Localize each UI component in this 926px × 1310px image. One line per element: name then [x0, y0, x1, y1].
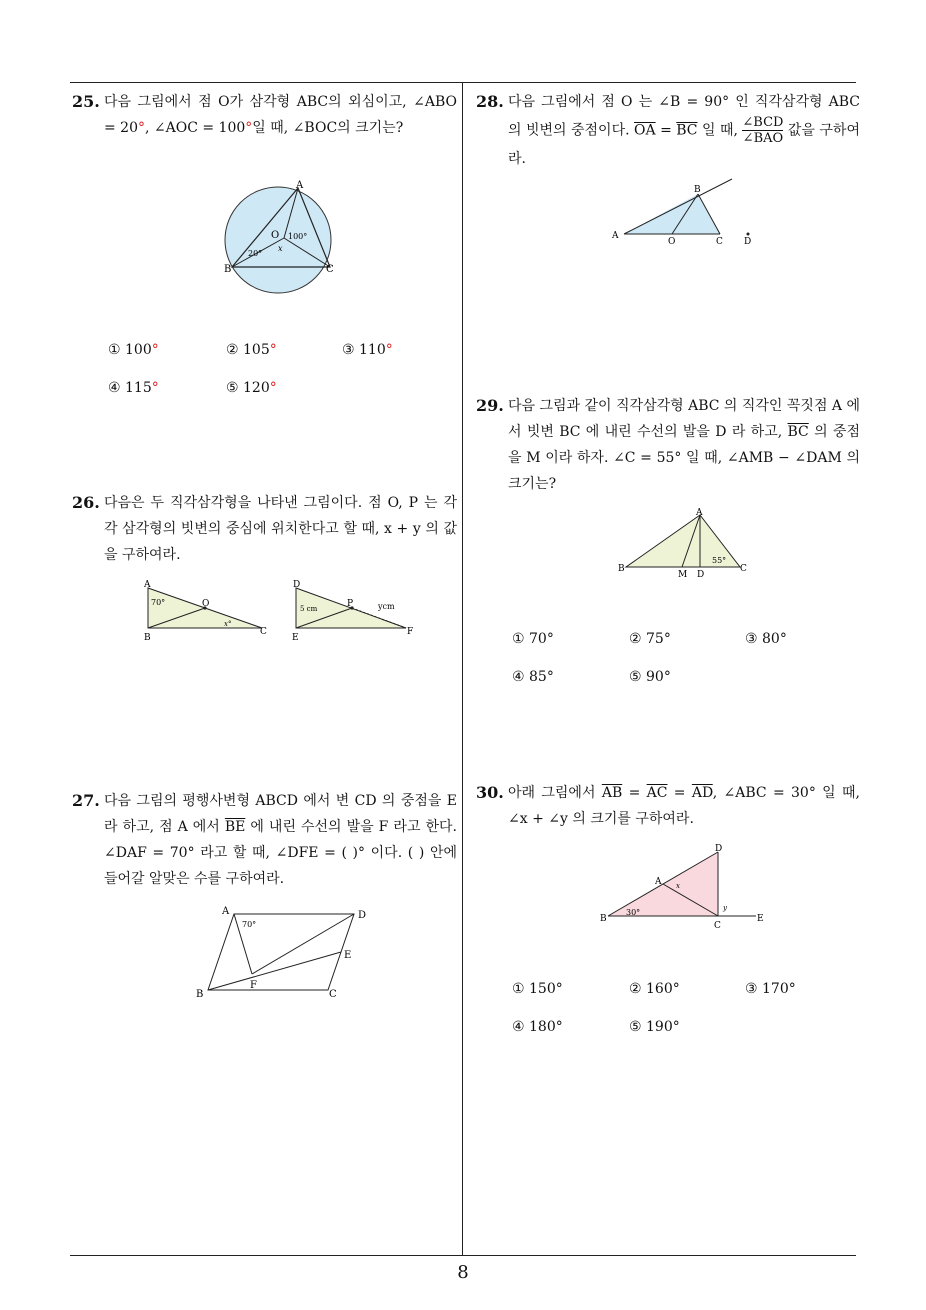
label-angle-20: 20°: [248, 249, 263, 258]
label-d: D: [715, 844, 723, 854]
question-28: [476, 89, 860, 172]
label-e: E: [757, 914, 764, 924]
label-o: O: [668, 237, 676, 247]
label-y: y: [723, 904, 727, 912]
label-x: x: [676, 882, 680, 890]
question-number: 26.: [72, 493, 100, 512]
label-c: C: [716, 237, 723, 247]
label-70: 70°: [242, 920, 257, 929]
figure-27: [192, 902, 372, 1002]
label-5cm: 5 cm: [300, 605, 318, 613]
label-d: D: [358, 910, 367, 921]
label-c: C: [740, 564, 747, 574]
triangle-abc: [624, 194, 720, 234]
choice-1[interactable]: ① 70°: [512, 631, 554, 647]
label-d: D: [293, 580, 301, 590]
point-d: [747, 233, 750, 236]
column-divider: [462, 83, 463, 1255]
bottom-rule: [70, 1255, 856, 1256]
choice-4[interactable]: ④ 180°: [512, 1019, 563, 1035]
question-29: [476, 393, 860, 497]
label-e: E: [344, 950, 352, 961]
choice-2[interactable]: ② 160°: [629, 981, 680, 997]
figure-30: [598, 842, 768, 932]
label-b: B: [224, 264, 232, 275]
label-b: B: [618, 564, 625, 574]
label-a: A: [696, 508, 703, 518]
question-27: [72, 788, 457, 892]
label-p: P: [347, 599, 354, 609]
label-c: C: [714, 921, 721, 931]
choice-2[interactable]: ② 105°: [226, 342, 277, 358]
label-f: F: [407, 627, 414, 637]
question-25: [72, 89, 457, 141]
figure-29: [618, 505, 748, 581]
question-number: 27.: [72, 791, 100, 810]
question-text: 다음 그림에서 점 O가 삼각형 ABC의 외심이고, ∠ABO = 20°, ∠AOC = 100°일 때, ∠BOC의 크기는?: [104, 94, 457, 136]
choice-1[interactable]: ① 100°: [108, 342, 159, 358]
label-f: F: [250, 980, 257, 991]
label-a: A: [144, 580, 151, 590]
label-m: M: [678, 570, 688, 580]
segment-be: [208, 952, 341, 990]
figure-28: [606, 176, 752, 248]
label-d: D: [697, 570, 705, 580]
label-b: B: [600, 914, 607, 924]
label-a: A: [612, 231, 619, 241]
label-b: B: [144, 633, 151, 643]
label-c: C: [329, 989, 337, 1000]
question-number: 30.: [476, 783, 504, 802]
label-b: B: [196, 989, 204, 1000]
question-number: 25.: [72, 92, 100, 111]
label-d: D: [744, 237, 752, 247]
label-a: A: [296, 180, 304, 191]
question-number: 28.: [476, 92, 504, 111]
label-ycm: ycm: [378, 602, 395, 611]
question-text: 아래 그림에서 $\overline{AB} = \overline{AC} = \overline{AD}$, ∠ABC = 30° 일 때, ∠x + ∠y 의 크기를 구하여라.: [508, 785, 860, 827]
fraction: $\frac{\text{∠BCD}}{\text{∠BAO}}$: [742, 115, 784, 146]
choice-5[interactable]: ⑤ 90°: [629, 669, 671, 685]
segment-df: [252, 914, 354, 974]
choice-3[interactable]: ③ 110°: [342, 342, 393, 358]
choice-5[interactable]: ⑤ 190°: [629, 1019, 680, 1035]
label-x: x: [278, 244, 283, 253]
parallelogram-abcd: [208, 914, 354, 990]
label-55: 55°: [712, 556, 727, 565]
question-text: 다음 그림과 같이 직각삼각형 ABC 의 직각인 꼭짓점 A 에서 빗변 BC 에 내린 수선의 발을 D 라 하고, $\overline{BC}$ 의 중점을 M 이라 하자. ∠C = 55° 일 때, ∠AMB − ∠DAM 의 크기는?: [508, 398, 861, 492]
label-b: B: [694, 185, 701, 195]
question-30: [476, 780, 860, 832]
choice-2[interactable]: ② 75°: [629, 631, 671, 647]
question-26: [72, 490, 457, 568]
label-e: E: [292, 633, 299, 643]
label-70: 70°: [151, 598, 166, 607]
top-rule: [70, 82, 856, 83]
choice-1[interactable]: ① 150°: [512, 981, 563, 997]
page-number: 8: [457, 1262, 469, 1283]
choice-5[interactable]: ⑤ 120°: [226, 380, 277, 396]
label-30: 30°: [626, 908, 641, 917]
question-text: 다음은 두 직각삼각형을 나타낸 그림이다. 점 O, P 는 각각 삼각형의 빗변의 중심에 위치한다고 할 때, x + y 의 값을 구하여라.: [104, 495, 457, 563]
label-angle-100: 100°: [288, 232, 308, 241]
label-o: O: [271, 230, 280, 241]
label-a: A: [222, 906, 230, 917]
label-c: C: [260, 627, 267, 637]
choice-3[interactable]: ③ 80°: [745, 631, 787, 647]
figure-25: [222, 180, 342, 300]
question-text: 다음 그림에서 점 O 는 ∠B = 90° 인 직각삼각형 ABC 의 빗변의 중점이다. $\overline{OA} = \overline{BC}$ 일 때, $\frac{\text{∠BCD}}{\text{∠BAO}}$ 값을 구하여라.: [508, 94, 860, 167]
question-number: 29.: [476, 396, 504, 415]
choice-4[interactable]: ④ 85°: [512, 669, 554, 685]
choice-4[interactable]: ④ 115°: [108, 380, 159, 396]
choice-3[interactable]: ③ 170°: [745, 981, 796, 997]
question-text: 다음 그림의 평행사변형 ABCD 에서 변 CD 의 중점을 E 라 하고, 점 A 에서 $\overline{BE}$ 에 내린 수선의 발을 F 라고 한다. ∠DAF = 70° 라고 할 때, ∠DFE = ( )° 이다. ( ) 안에 들어갈 알맞은 수를 구하여라.: [104, 793, 457, 887]
label-c: C: [326, 264, 334, 275]
label-x: x°: [224, 620, 232, 628]
label-a: A: [655, 877, 662, 887]
figure-26: [140, 578, 420, 646]
label-o: O: [202, 599, 210, 609]
